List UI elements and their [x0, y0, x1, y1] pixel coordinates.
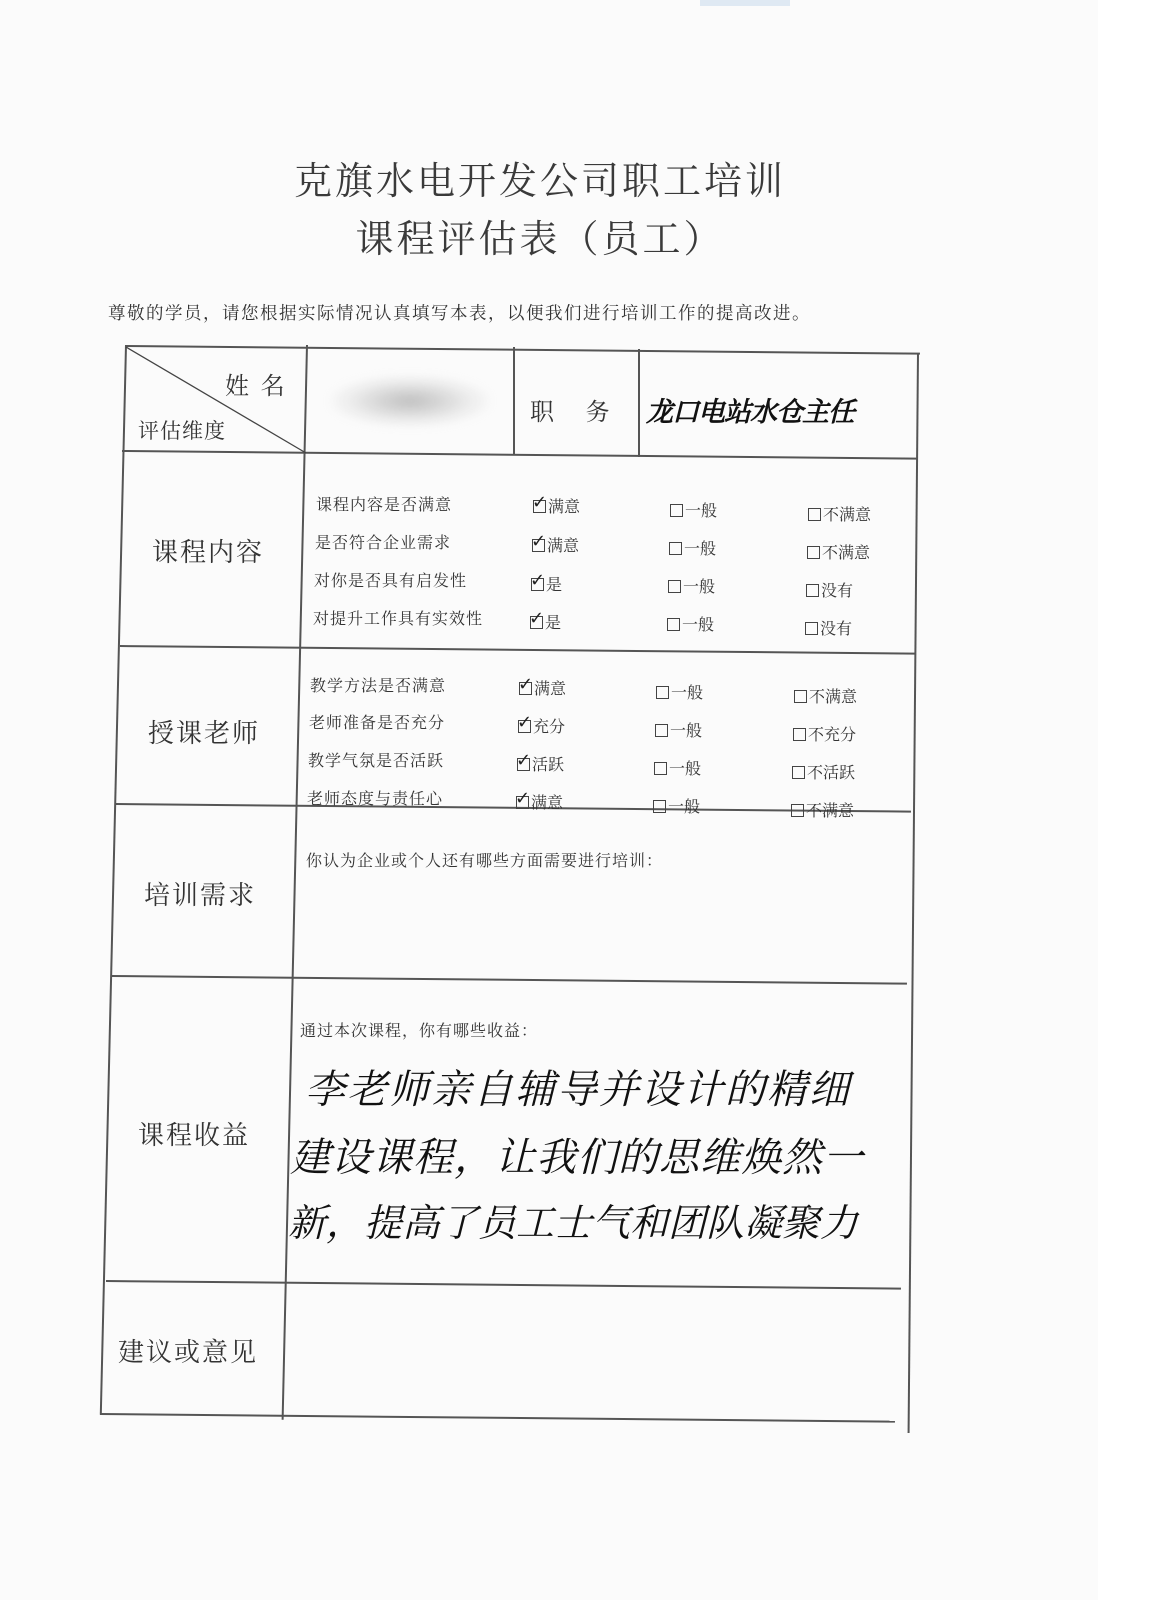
row-line: [106, 1280, 901, 1289]
check-mark-icon: ✓: [532, 492, 548, 513]
option: 一般: [669, 536, 716, 559]
checkbox[interactable]: [531, 531, 547, 552]
question-label: 对提升工作具有实效性: [313, 609, 484, 628]
handwritten-answer-line: 建设课程，让我们的思维焕然一: [290, 1135, 864, 1181]
section-title-suggestions: 建议或意见: [118, 1338, 259, 1368]
check-mark-icon: ✓: [530, 570, 546, 591]
option-checked: ✓ 满意: [531, 531, 580, 555]
handwritten-answer-line: 新，提高了员工士气和团队凝聚力: [288, 1201, 859, 1245]
question-label: 教学气氛是否活跃: [308, 751, 445, 770]
check-mark-icon: ✓: [516, 750, 532, 771]
option: 一般: [668, 574, 715, 597]
question-label: 老师态度与责任心: [307, 789, 444, 808]
checkbox[interactable]: [792, 766, 805, 779]
check-mark-icon: ✓: [531, 531, 547, 552]
question-label: 课程内容是否满意: [316, 495, 453, 514]
scan-margin: [1098, 0, 1163, 1600]
training-needs-answer-area[interactable]: [300, 875, 900, 985]
question-label: 是否符合企业需求: [315, 533, 452, 552]
option: 不满意: [794, 684, 857, 707]
form-title-line1: 克旗水电开发公司职工培训: [293, 159, 786, 203]
option: 一般: [656, 680, 703, 703]
checkbox[interactable]: [518, 674, 534, 695]
scan-artifact: [700, 0, 790, 6]
checkbox[interactable]: [791, 804, 804, 817]
checkbox[interactable]: [807, 546, 820, 559]
option-checked: ✓ 活跃: [516, 750, 565, 774]
option-checked: ✓ 是: [530, 570, 563, 594]
checkbox[interactable]: [515, 788, 531, 809]
section-title-course-content: 课程内容: [152, 538, 265, 568]
name-label: 姓 名: [225, 372, 287, 400]
check-mark-icon: ✓: [515, 788, 531, 809]
col-line: [513, 347, 515, 455]
checkbox[interactable]: [532, 492, 548, 513]
dimension-label: 评估维度: [138, 419, 226, 443]
redacted-name: [330, 375, 490, 427]
position-label: 职 务: [530, 398, 622, 426]
option: 不满意: [808, 502, 871, 525]
checkbox[interactable]: [655, 724, 668, 737]
option-checked: ✓ 是: [529, 608, 562, 632]
checkbox[interactable]: [516, 750, 532, 771]
option: 一般: [655, 718, 702, 741]
option: 没有: [806, 578, 853, 601]
form-title-line2: 课程评估表（员工）: [355, 217, 725, 261]
question-label: 对你是否具有启发性: [314, 571, 468, 590]
position-value: 龙口电站水仓主任: [646, 397, 854, 428]
checkbox[interactable]: [669, 542, 682, 555]
checkbox[interactable]: [668, 580, 681, 593]
checkbox[interactable]: [654, 762, 667, 775]
checkbox[interactable]: [806, 584, 819, 597]
section-title-teacher: 授课老师: [148, 719, 261, 749]
option-checked: ✓ 满意: [532, 492, 581, 516]
training-needs-prompt: 你认为企业或个人还有哪些方面需要进行培训：: [306, 851, 664, 870]
option: 没有: [805, 616, 852, 639]
checkbox[interactable]: [517, 712, 533, 733]
option: 不满意: [807, 540, 870, 563]
option: 不活跃: [792, 760, 855, 783]
option-checked: ✓ 满意: [515, 788, 564, 812]
option: 一般: [670, 498, 717, 521]
section-title-course-benefits: 课程收益: [138, 1121, 251, 1151]
checkbox[interactable]: [808, 508, 821, 521]
checkbox[interactable]: [656, 686, 669, 699]
check-mark-icon: ✓: [518, 674, 534, 695]
check-mark-icon: ✓: [529, 608, 545, 629]
checkbox[interactable]: [529, 608, 545, 629]
option: 不满意: [791, 798, 854, 821]
intro-text: 尊敬的学员，请您根据实际情况认真填写本表，以便我们进行培训工作的提高改进。: [108, 304, 811, 324]
col-line: [638, 349, 640, 457]
checkbox[interactable]: [530, 570, 546, 591]
col-line: [908, 353, 919, 1433]
course-benefits-prompt: 通过本次课程，你有哪些收益：: [300, 1021, 539, 1040]
option: 一般: [667, 612, 714, 635]
option-checked: ✓ 满意: [518, 674, 567, 698]
checkbox[interactable]: [670, 504, 683, 517]
option: 一般: [654, 756, 701, 779]
checkbox[interactable]: [653, 800, 666, 813]
section-title-training-needs: 培训需求: [144, 881, 257, 911]
col-line: [100, 345, 127, 1415]
check-mark-icon: ✓: [517, 712, 533, 733]
option: 不充分: [793, 722, 856, 745]
handwritten-answer-line: 李老师亲自辅导并设计的精细: [305, 1067, 851, 1113]
checkbox[interactable]: [805, 622, 818, 635]
checkbox[interactable]: [793, 728, 806, 741]
checkbox[interactable]: [794, 690, 807, 703]
question-label: 教学方法是否满意: [310, 676, 447, 695]
row-line: [120, 645, 915, 654]
checkbox[interactable]: [667, 618, 680, 631]
option: 一般: [653, 794, 700, 817]
option-checked: ✓ 充分: [517, 712, 566, 736]
suggestions-answer-area[interactable]: [290, 1300, 890, 1420]
question-label: 老师准备是否充分: [309, 713, 446, 732]
